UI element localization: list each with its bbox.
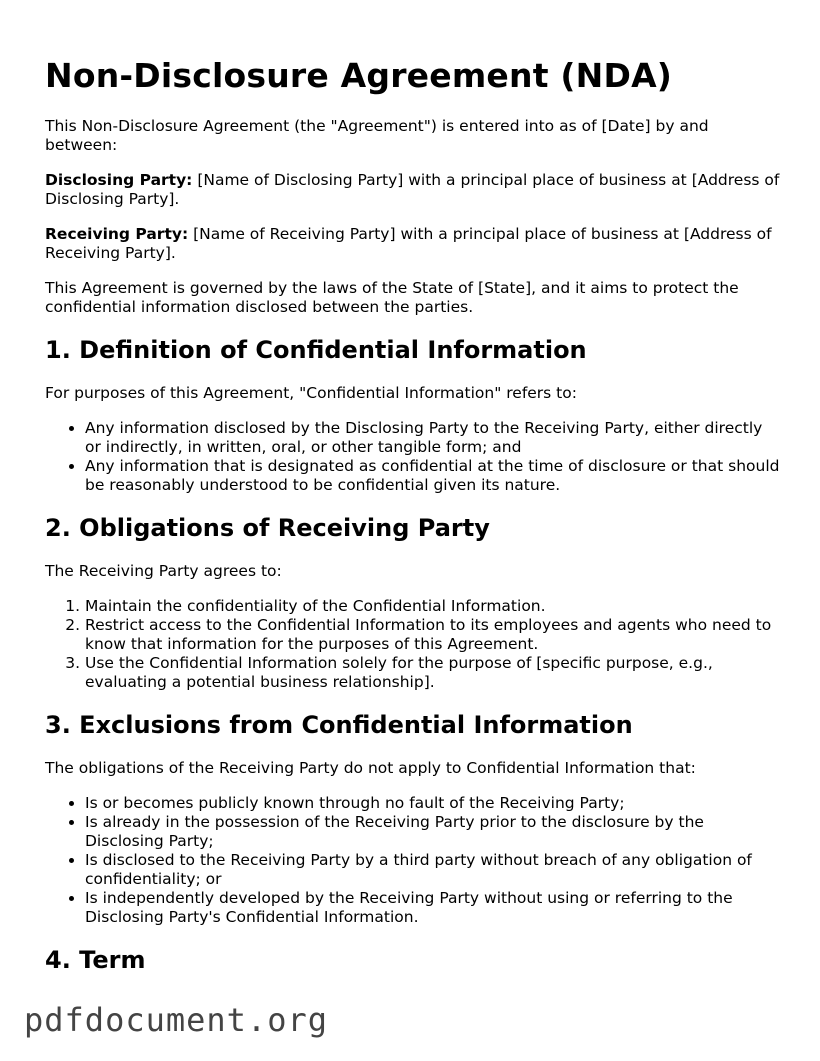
disclosing-party-label: Disclosing Party: (45, 171, 193, 189)
section-heading: 4. Term (45, 946, 146, 974)
section-heading: 1. Definition of Confidential Information (45, 336, 587, 364)
receiving-party-paragraph (45, 225, 780, 263)
section-heading: 3. Exclusions from Confidential Information (45, 711, 633, 739)
list-item: • Any information that is designated as confidential at the time of disclosure or that should be reasonably understood to be confidential given its nature. (85, 457, 780, 495)
disclosing-party-paragraph (45, 171, 780, 209)
list-item: 3. Use the Confidential Information solely for the purpose of [specific purpose, e.g., evaluating a potential business relationship]. (85, 654, 780, 692)
governing-law-paragraph: This Agreement is governed by the laws of the State of [State], and it aims to protect the confidential information disclosed between the parties. (45, 279, 739, 316)
section-heading: 2. Obligations of Receiving Party (45, 514, 490, 542)
list-item: • Any information disclosed by the Disclosing Party to the Receiving Party, either directly or indirectly, in written, oral, or other tangible form; and (85, 419, 780, 457)
section-lead: For purposes of this Agreement, "Confidential Information" refers to: (45, 384, 577, 402)
receiving-party-label: Receiving Party: (45, 225, 189, 243)
list-item: • Is disclosed to the Receiving Party by a third party without breach of any obligation of confidentiality; or (85, 851, 780, 889)
list-item: • Is or becomes publicly known through no fault of the Receiving Party; (85, 794, 780, 813)
list-item: • Is independently developed by the Receiving Party without using or referring to the Disclosing Party's Confidential Information. (85, 889, 780, 927)
list-item: • Is already in the possession of the Receiving Party prior to the disclosure by the Disclosing Party; (85, 813, 780, 851)
list-item: 1. Maintain the confidentiality of the Confidential Information. (85, 597, 780, 616)
list-item: 2. Restrict access to the Confidential Information to its employees and agents who need to know that information for the purposes of this Agreement. (85, 616, 780, 654)
watermark: pdfdocument.org (24, 1001, 328, 1039)
receiving-party-text: [Name of Receiving Party] with a principal place of business at [Address of Receiving Party]. (45, 225, 772, 262)
document-title: Non-Disclosure Agreement (NDA) (45, 56, 673, 95)
section-lead: The Receiving Party agrees to: (45, 562, 282, 580)
section-list (45, 597, 780, 692)
section-list (45, 419, 780, 495)
section-lead: The obligations of the Receiving Party do not apply to Confidential Information that: (45, 759, 696, 777)
document-page (45, 56, 780, 994)
section-list (45, 794, 780, 927)
intro-paragraph: This Non-Disclosure Agreement (the "Agreement") is entered into as of [Date] by and between: (45, 117, 709, 154)
disclosing-party-text: [Name of Disclosing Party] with a principal place of business at [Address of Disclosing Party]. (45, 171, 780, 208)
